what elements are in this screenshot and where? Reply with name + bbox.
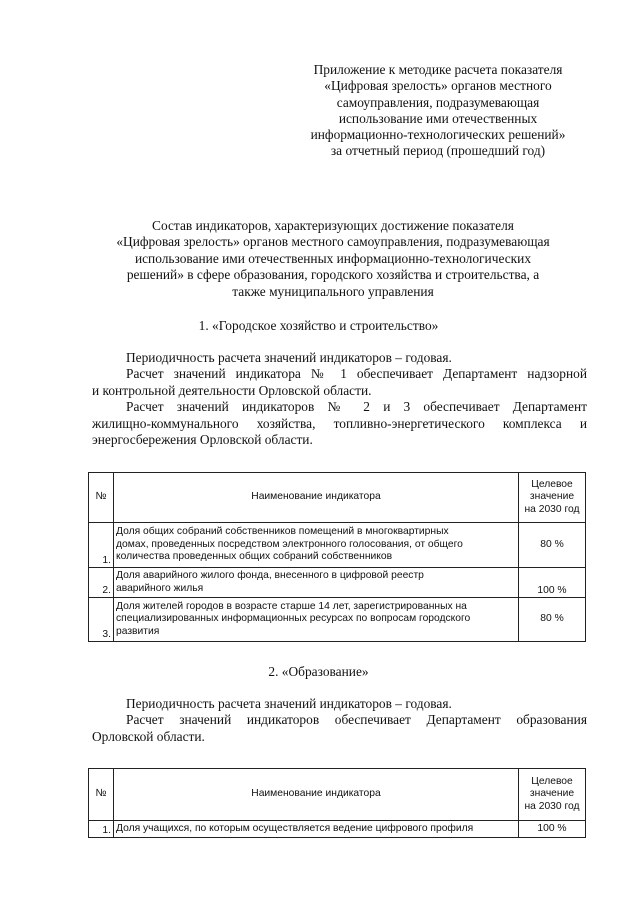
header-target-line: значение	[529, 491, 575, 503]
table-header-row	[89, 769, 586, 821]
table-row	[89, 821, 586, 838]
row-num: 2.	[89, 568, 114, 598]
indicators-table-1	[88, 472, 586, 642]
row-name-line: Доля жителей городов в возрасте старше 14 лет, зарегистрированных на	[116, 600, 467, 612]
row-name-line: аварийного жилья	[116, 582, 204, 594]
row-target: 80 %	[519, 598, 586, 642]
row-target: 80 %	[519, 523, 586, 568]
title-line: использование ими отечественных информационно-технологических	[134, 250, 532, 266]
row-name	[114, 523, 519, 568]
title-line: также муниципального управления	[232, 283, 434, 299]
paragraph-line: Расчет значений индикаторов обеспечивает Департамент образования	[126, 712, 587, 728]
section-1-heading: 1. «Городское хозяйство и строительство»	[198, 318, 439, 333]
paragraph-line: Расчет значений индикатора № 1 обеспечивает Департамент надзорной	[126, 366, 587, 382]
paragraph-line: энергосбережения Орловской области.	[92, 432, 313, 448]
appendix-line: самоуправления, подразумевающая	[336, 94, 540, 110]
row-target: 100 %	[519, 821, 586, 838]
row-name-line: домах, проведенных посредством электронного голосования, от общего	[116, 538, 463, 550]
document-title	[78, 218, 588, 300]
row-name-line: специализированных информационных ресурсах по вопросам городского	[116, 613, 471, 625]
section-2-text	[92, 696, 587, 745]
paragraph-line: Периодичность расчета значений индикаторов – годовая.	[126, 350, 452, 365]
row-name-line: развития	[116, 625, 160, 637]
header-target-line: на 2030 год	[524, 800, 580, 812]
header-num: №	[89, 473, 114, 523]
appendix-line: использование ими отечественных	[338, 110, 538, 126]
row-name	[114, 568, 519, 598]
paragraph-line: Периодичность расчета значений индикаторов – годовая.	[126, 696, 452, 711]
section-2-heading: 2. «Образование»	[268, 664, 369, 679]
paragraph-line: Расчет значений индикаторов № 2 и 3 обеспечивает Департамент	[126, 399, 587, 415]
row-name	[114, 598, 519, 642]
title-line: решений» в сфере образования, городского хозяйства и строительства, а	[126, 267, 540, 283]
table-row	[89, 568, 586, 598]
appendix-line: информационно-технологических решений»	[310, 127, 566, 143]
row-name-line: Доля учащихся, по которым осуществляется ведение цифрового профиля	[116, 822, 474, 834]
appendix-line: «Цифровая зрелость» органов местного	[324, 78, 552, 94]
appendix-note	[290, 62, 586, 160]
title-line: «Цифровая зрелость» органов местного самоуправления, подразумевающая	[116, 234, 550, 250]
row-num: 1.	[89, 523, 114, 568]
row-num: 1.	[89, 821, 114, 838]
row-name-line: Доля аварийного жилого фонда, внесенного в цифровой реестр	[116, 570, 424, 582]
title-line: Состав индикаторов, характеризующих достижение показателя	[152, 218, 514, 233]
row-target: 100 %	[519, 568, 586, 598]
header-target-line: Целевое	[531, 775, 573, 787]
table-row	[89, 523, 586, 568]
section-1-text	[92, 350, 587, 448]
header-target	[519, 769, 586, 821]
table-row	[89, 598, 586, 642]
appendix-line: Приложение к методике расчета показателя	[313, 62, 563, 77]
header-target-line: Целевое	[531, 478, 573, 490]
paragraph-line: Орловской области.	[92, 728, 205, 744]
paragraph-line: жилищно-коммунального хозяйства, топливно-энергетического комплекса и	[92, 415, 587, 431]
paragraph-line: и контрольной деятельности Орловской области.	[92, 382, 372, 398]
header-name: Наименование индикатора	[114, 473, 519, 523]
indicators-table-2	[88, 768, 586, 838]
header-target-line: на 2030 год	[524, 503, 580, 515]
header-num: №	[89, 769, 114, 821]
header-target	[519, 473, 586, 523]
header-target-line: значение	[529, 788, 575, 800]
table-header-row	[89, 473, 586, 523]
row-name-line: количества проведенных общих собраний собственников	[116, 551, 393, 563]
row-name	[114, 821, 519, 838]
row-num: 3.	[89, 598, 114, 642]
header-name: Наименование индикатора	[114, 769, 519, 821]
row-name-line: Доля общих собраний собственников помещений в многоквартирных	[116, 526, 449, 538]
appendix-line: за отчетный период (прошедший год)	[330, 143, 546, 159]
